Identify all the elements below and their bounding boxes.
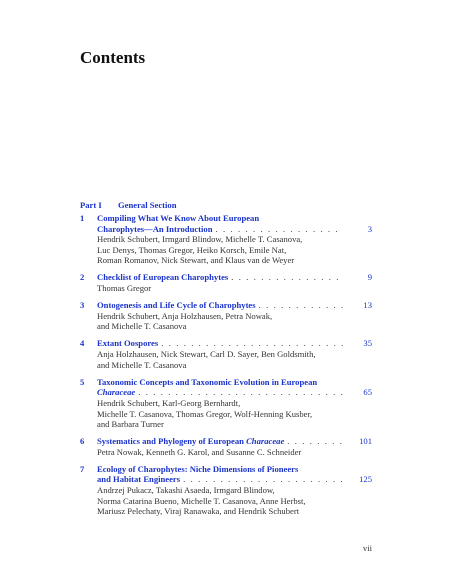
page-reference[interactable]: 9 [367, 272, 372, 283]
toc-entry[interactable] [80, 464, 372, 517]
toc-entry[interactable] [80, 300, 372, 332]
page-reference[interactable]: 125 [359, 474, 372, 485]
toc-entry[interactable] [80, 338, 372, 370]
author-line: Roman Romanov, Nick Stewart, and Klaus van de Weyer [97, 255, 295, 266]
author-line: Hendrik Schubert, Anja Holzhausen, Petra Nowak, [97, 310, 273, 321]
part-heading[interactable] [80, 200, 176, 210]
author-line: and Michelle T. Casanova [97, 321, 187, 332]
author-line: Petra Nowak, Kenneth G. Karol, and Susanne C. Schneider [97, 446, 302, 457]
toc-entry[interactable] [80, 213, 372, 266]
chapter-authors [97, 283, 372, 294]
chapter-title-italic: Characeae [246, 436, 285, 447]
chapter-title-line[interactable]: Ecology of Charophytes: Niche Dimensions of Pioneers [97, 463, 299, 474]
author-line: Anja Holzhausen, Nick Stewart, Carl D. Sayer, Ben Goldsmith, [97, 349, 316, 360]
page-reference[interactable]: 3 [367, 223, 372, 234]
author-line: Thomas Gregor [97, 283, 152, 294]
toc-entry[interactable] [80, 377, 372, 430]
toc-entry[interactable] [80, 272, 372, 293]
toc-list [80, 213, 372, 523]
chapter-number: 6 [80, 436, 85, 447]
page-title: Contents [80, 48, 146, 67]
chapter-title-last-line[interactable] [97, 224, 372, 235]
chapter-title-line[interactable]: Compiling What We Know About European [97, 213, 260, 223]
dot-leader [259, 300, 343, 311]
dot-leader [215, 224, 343, 235]
chapter-number: 1 [80, 213, 85, 223]
chapter-authors [97, 234, 372, 266]
part-title: General Section [118, 200, 177, 210]
page-reference[interactable]: 35 [363, 338, 372, 349]
chapter-number: 5 [80, 376, 85, 387]
chapter-number: 7 [80, 463, 85, 474]
dot-leader [231, 272, 343, 283]
chapter-authors [97, 311, 372, 332]
chapter-title-roman: Systematics and Phylogeny of European [97, 436, 244, 447]
chapter-title-text: Extant Oospores [97, 338, 159, 349]
chapter-title-text: Ontogenesis and Life Cycle of Charophytes [97, 300, 256, 311]
chapter-title-line[interactable]: Taxonomic Concepts and Taxonomic Evolution in European [97, 376, 318, 387]
dot-leader [183, 474, 343, 485]
chapter-number: 3 [80, 300, 85, 311]
author-line: Mariusz Pelechaty, Viraj Ranawaka, and Hendrik Schubert [97, 506, 300, 517]
author-line: Michelle T. Casanova, Thomas Gregor, Wolf-Henning Kusber, [97, 408, 313, 419]
chapter-authors [97, 349, 372, 370]
chapter-authors [97, 447, 372, 458]
author-line: and Barbara Turner [97, 419, 164, 430]
chapter-number: 2 [80, 272, 85, 283]
author-line: Norma Catarina Bueno, Michelle T. Casanova, Anne Herbst, [97, 495, 306, 506]
chapter-title-last-line[interactable] [97, 272, 372, 283]
page-reference[interactable]: 13 [363, 300, 372, 311]
chapter-title-text: Charophytes—An Introduction [97, 223, 213, 234]
author-line: Andrzej Pukacz, Takashi Asaeda, Irmgard Blindow, [97, 485, 275, 496]
page-reference[interactable]: 101 [359, 436, 372, 447]
toc-entry[interactable] [80, 436, 372, 457]
dot-leader [287, 436, 343, 447]
chapter-title-last-line[interactable] [97, 387, 372, 398]
dot-leader [161, 338, 343, 349]
author-line: Luc Denys, Thomas Gregor, Heiko Korsch, Emile Nat, [97, 244, 287, 255]
chapter-title-text: Checklist of European Charophytes [97, 272, 229, 283]
chapter-title-text: and Habitat Engineers [97, 474, 181, 485]
author-line: and Michelle T. Casanova [97, 359, 187, 370]
dot-leader [138, 387, 343, 398]
chapter-title-last-line[interactable] [97, 338, 372, 349]
page-folio: vii [362, 543, 372, 553]
chapter-title-text: Characeae [97, 387, 136, 398]
chapter-title-last-line[interactable] [97, 300, 372, 311]
page-reference[interactable]: 65 [363, 387, 372, 398]
chapter-authors [97, 485, 372, 517]
chapter-title-last-line[interactable] [97, 474, 372, 485]
chapter-number: 4 [80, 338, 85, 349]
author-line: Hendrik Schubert, Karl-Georg Bernhardt, [97, 397, 241, 408]
part-label: Part I [80, 200, 102, 210]
chapter-title-text [97, 436, 284, 447]
chapter-authors [97, 398, 372, 430]
author-line: Hendrik Schubert, Irmgard Blindow, Michelle T. Casanova, [97, 234, 303, 245]
chapter-title-last-line[interactable] [97, 436, 372, 447]
